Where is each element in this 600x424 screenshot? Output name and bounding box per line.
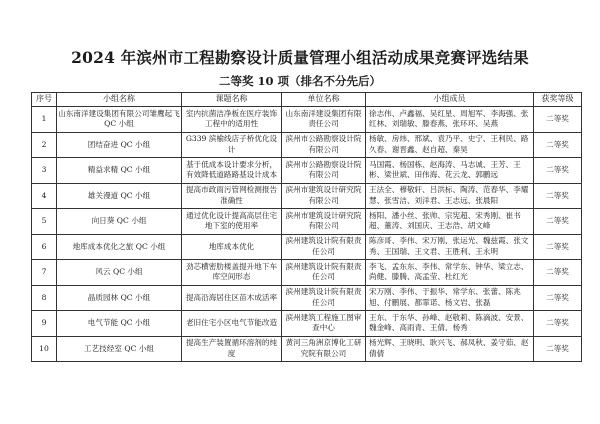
cell-unit: 滨州建筑设计院有限责任公司 [282, 234, 366, 260]
header-unit: 单位名称 [282, 93, 366, 107]
cell-topic: 劲芯横密肋楼盖提升地下车库空间形态 [182, 260, 282, 286]
table-row [32, 158, 582, 184]
cell-group: 工艺技经室 QC 小组 [57, 336, 182, 362]
cell-group: 向日葵 QC 小组 [57, 209, 182, 235]
cell-members: 李飞、孟东东、李伟、常学东、钟华、梁立志、尚健、滕腾、高孟莹、杜红光 [366, 260, 534, 286]
cell-members: 马国霞、杨国栋、赵海涛、马志诚、王芳、王彬、梁世斌、田伟海、花云龙、郭鹏远 [366, 158, 534, 184]
cell-award: 二等奖 [534, 285, 582, 311]
cell-unit: 山东南洋建设集团有限责任公司 [282, 107, 366, 133]
cell-award: 二等奖 [534, 158, 582, 184]
cell-members: 杨阳、潘小丝、张帅、宗宪超、宋秀刚、崔书超、董涛、刘国庆、王志浩、胡文峰 [366, 209, 534, 235]
cell-no: 8 [32, 285, 57, 311]
header-members: 小组成员 [366, 93, 534, 107]
cell-members: 王法全、穆敬轩、吕洪标、陶涛、范春华、李耀慧、张雪洁、刘洋君、王志远、张晨阳 [366, 183, 534, 209]
cell-no: 6 [32, 234, 57, 260]
cell-no: 5 [32, 209, 57, 235]
cell-topic: 通过优化设计提高高层住宅地下室的使用率 [182, 209, 282, 235]
cell-group: 晶质园林 QC 小组 [57, 285, 182, 311]
table-row [32, 132, 582, 158]
cell-unit: 滨州建筑设计院有限责任公司 [282, 260, 366, 286]
page-subtitle: 二等奖 10 项（排名不分先后） [218, 74, 381, 88]
table-row [32, 107, 582, 133]
cell-group: 风云 QC 小组 [57, 260, 182, 286]
cell-award: 二等奖 [534, 234, 582, 260]
cell-unit: 滨州市公路勘察设计院有限公司 [282, 132, 366, 158]
cell-members: 杨光辉、王晓明、耿兴飞、郝凤秋、姜守茹、赵倩倩 [366, 336, 534, 362]
cell-no: 2 [32, 132, 57, 158]
cell-award: 二等奖 [534, 336, 582, 362]
cell-topic: 老旧住宅小区电气节能改造 [182, 311, 282, 337]
cell-no: 7 [32, 260, 57, 286]
table-row [32, 183, 582, 209]
cell-no: 1 [32, 107, 57, 133]
cell-group: 雄关漫道 QC 小组 [57, 183, 182, 209]
cell-topic: 提高生产装置循环溶剂的纯度 [182, 336, 282, 362]
cell-group: 精益求精 QC 小组 [57, 158, 182, 184]
cell-award: 二等奖 [534, 107, 582, 133]
cell-no: 10 [32, 336, 57, 362]
cell-topic: 地库成本优化 [182, 234, 282, 260]
cell-unit: 滨州建筑工程施工图审查中心 [282, 311, 366, 337]
cell-unit: 滨州建筑设计院有限责任公司 [282, 285, 366, 311]
cell-unit: 滨州市建筑设计研究院有限公司 [282, 209, 366, 235]
cell-group: 山东南洋建设集团有限公司雏鹰起飞 QC 小组 [57, 107, 182, 133]
cell-unit: 滨州市公路勘察设计院有限公司 [282, 158, 366, 184]
cell-members: 杨敏、房炜、邢斌、袁乃平、史宁、王利民、路久春、谢晋鑫、赵自超、秦昊 [366, 132, 534, 158]
header-topic: 课题名称 [182, 93, 282, 107]
cell-award: 二等奖 [534, 260, 582, 286]
cell-topic: G339 滨榆线店子桥优化设计 [182, 132, 282, 158]
cell-no: 9 [32, 311, 57, 337]
cell-members: 宋万刚、李伟、于振华、常学东、张蕾、陈兆旭、付鹏展、都霏诺、杨文岩、张磊 [366, 285, 534, 311]
page-title: 2024 年滨州市工程勘察设计质量管理小组活动成果竞赛评选结果 [71, 48, 529, 67]
cell-members: 徐志伟、卢鑫福、吴红星、周旭军、李海强、张红林、刘瑞敏、滕春燕、张环环、吴燕 [366, 107, 534, 133]
cell-unit: 滨州市建筑设计研究院有限公司 [282, 183, 366, 209]
table-row [32, 285, 582, 311]
cell-group: 团结奋进 QC 小组 [57, 132, 182, 158]
cell-topic: 基于低成本设计要求分析，有效降低道路路基设计成本 [182, 158, 282, 184]
cell-topic: 提高沿海居住区苗木成活率 [182, 285, 282, 311]
cell-group: 电气节能 QC 小组 [57, 311, 182, 337]
cell-topic: 室内抗菌洁净板在医疗装饰工程中的适用性 [182, 107, 282, 133]
cell-topic: 提高市政雨污管网检测报告准确性 [182, 183, 282, 209]
cell-members: 王东、于东华、孙峰、赵敬莉、陈滴波、安景、魏金峰、高雨青、王倩、杨秀 [366, 311, 534, 337]
cell-no: 3 [32, 158, 57, 184]
cell-unit: 黄河三角洲京博化工研究院有限公司 [282, 336, 366, 362]
table-row [32, 234, 582, 260]
cell-award: 二等奖 [534, 183, 582, 209]
cell-award: 二等奖 [534, 209, 582, 235]
header-no: 序号 [32, 93, 57, 107]
header-group: 小组名称 [57, 93, 182, 107]
table-header-row [32, 93, 582, 107]
cell-award: 二等奖 [534, 311, 582, 337]
cell-group: 地库成本优化之旅 QC 小组 [57, 234, 182, 260]
table-row [32, 260, 582, 286]
cell-members: 陈彦哥、李伟、宋万刚、张运光、魏兹霞、张文秀、王国瑞、王文君、王胜利、王永明 [366, 234, 534, 260]
table-row [32, 311, 582, 337]
results-table [31, 92, 582, 362]
cell-award: 二等奖 [534, 132, 582, 158]
table-row [32, 209, 582, 235]
cell-no: 4 [32, 183, 57, 209]
table-row [32, 336, 582, 362]
header-award: 获奖等级 [534, 93, 582, 107]
